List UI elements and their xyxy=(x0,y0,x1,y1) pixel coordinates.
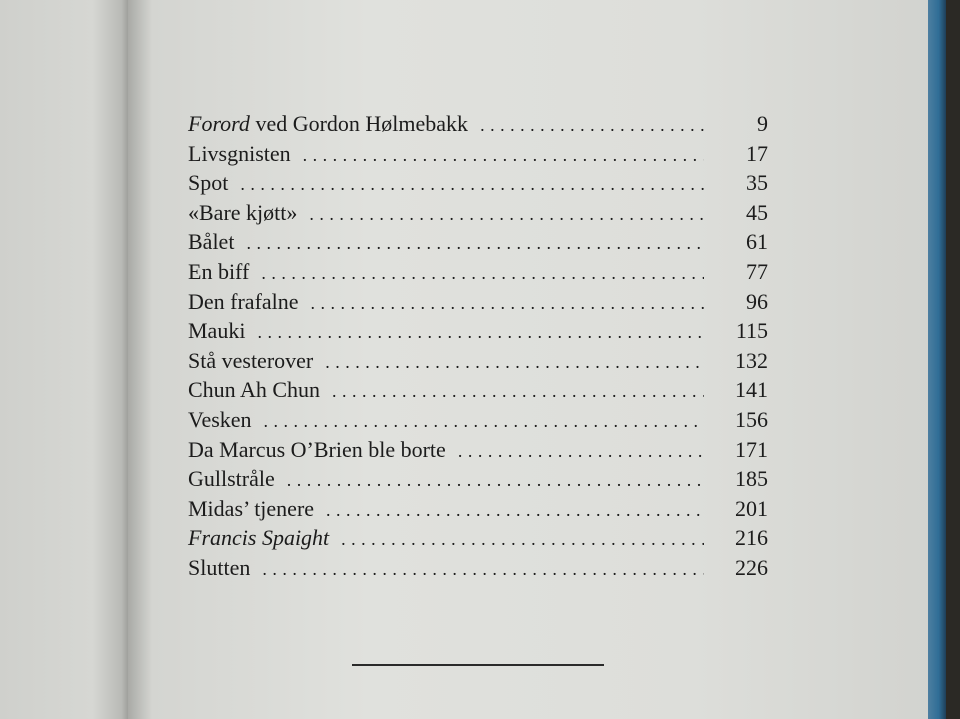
toc-entry-page: 96 xyxy=(746,288,768,314)
toc-entry-page: 45 xyxy=(746,199,768,225)
toc-entry-title xyxy=(188,170,240,196)
toc-entry xyxy=(188,466,768,496)
toc-entry-title-text: Mauki xyxy=(188,318,246,344)
dot-leader xyxy=(287,470,704,491)
dot-leader xyxy=(325,352,704,373)
toc-entry-title-text: Stå vesterover xyxy=(188,347,314,373)
dot-leader xyxy=(262,559,704,580)
toc-entry-title-italic: Forord xyxy=(188,111,250,136)
toc-entry-title xyxy=(188,437,458,463)
toc-entry xyxy=(188,437,768,467)
toc-entry xyxy=(188,525,768,555)
toc-entry xyxy=(188,318,768,348)
dot-leader xyxy=(311,293,704,314)
toc-entry xyxy=(188,348,768,378)
toc-entry-title xyxy=(188,407,264,433)
toc-entry xyxy=(188,141,768,171)
background xyxy=(946,0,960,719)
toc-entry-page: 185 xyxy=(735,466,768,492)
dot-leader xyxy=(261,263,704,284)
toc-entry-page: 115 xyxy=(735,318,768,344)
toc-entry-title xyxy=(188,377,332,403)
toc-entry-title-text: Da Marcus O’Brien ble borte xyxy=(188,436,446,462)
toc-entry-page: 17 xyxy=(746,140,768,166)
dot-leader xyxy=(480,115,704,136)
dot-leader xyxy=(264,411,704,432)
toc-entry-title xyxy=(188,318,257,344)
dot-leader xyxy=(240,174,704,195)
toc-entry-page: 61 xyxy=(746,229,768,255)
toc-entry-title xyxy=(188,200,309,226)
toc-entry-title xyxy=(188,111,480,137)
dot-leader xyxy=(246,233,704,254)
toc-entry xyxy=(188,259,768,289)
toc-entry-page: 201 xyxy=(735,495,768,521)
toc-entry-title-text: Vesken xyxy=(188,406,252,432)
toc-entry xyxy=(188,170,768,200)
toc-entry-page: 141 xyxy=(735,377,768,403)
dot-leader xyxy=(257,322,704,343)
toc-entry-page: 216 xyxy=(735,525,768,551)
toc-entry xyxy=(188,229,768,259)
toc-entry-title xyxy=(188,555,262,581)
toc-entry-page: 171 xyxy=(735,436,768,462)
toc-entry xyxy=(188,496,768,526)
toc-entry-title xyxy=(188,259,261,285)
toc-entry-title-text: ved Gordon Hølmebakk xyxy=(249,111,469,136)
toc-entry-page: 156 xyxy=(735,406,768,432)
toc-entry-title xyxy=(188,466,287,492)
toc-entry-page: 77 xyxy=(746,258,768,284)
toc-entry-title-text: En biff xyxy=(188,258,250,284)
toc-entry-title xyxy=(188,289,311,315)
toc-entry xyxy=(188,289,768,319)
divider-rule xyxy=(352,664,604,666)
toc-entry-title-text: Midas’ tjenere xyxy=(188,495,315,521)
dot-leader xyxy=(458,441,704,462)
toc-entry-title xyxy=(188,141,303,167)
toc-entry-page: 9 xyxy=(757,111,768,136)
toc-entry-page: 35 xyxy=(746,170,768,196)
toc-entry-title-italic: Francis Spaight xyxy=(188,525,330,551)
toc-entry-title xyxy=(188,525,341,551)
table-of-contents xyxy=(188,111,768,585)
toc-entry xyxy=(188,377,768,407)
toc-entry-title-text: Den frafalne xyxy=(188,288,299,314)
dot-leader xyxy=(309,204,704,225)
toc-entry xyxy=(188,555,768,585)
toc-entry xyxy=(188,407,768,437)
toc-entry-title-text: Slutten xyxy=(188,554,251,580)
dot-leader xyxy=(332,381,704,402)
toc-entry-title-text: «Bare kjøtt» xyxy=(188,199,298,225)
toc-entry-page: 226 xyxy=(735,554,768,580)
toc-entry-title-text: Spot xyxy=(188,170,229,196)
left-page xyxy=(0,0,132,719)
toc-entry-title xyxy=(188,496,326,522)
toc-entry-title-text: Chun Ah Chun xyxy=(188,377,321,403)
dot-leader xyxy=(303,145,704,166)
toc-entry-title-text: Gullstråle xyxy=(188,466,275,492)
toc-entry-page: 132 xyxy=(735,347,768,373)
book-cover-edge xyxy=(928,0,946,719)
toc-entry-title xyxy=(188,348,325,374)
dot-leader xyxy=(341,529,704,550)
toc-entry-title-text: Livsgnisten xyxy=(188,140,291,166)
toc-entry-title xyxy=(188,229,246,255)
toc-entry-title-text: Bålet xyxy=(188,229,235,255)
dot-leader xyxy=(326,500,704,521)
toc-entry xyxy=(188,200,768,230)
toc-entry xyxy=(188,111,768,141)
